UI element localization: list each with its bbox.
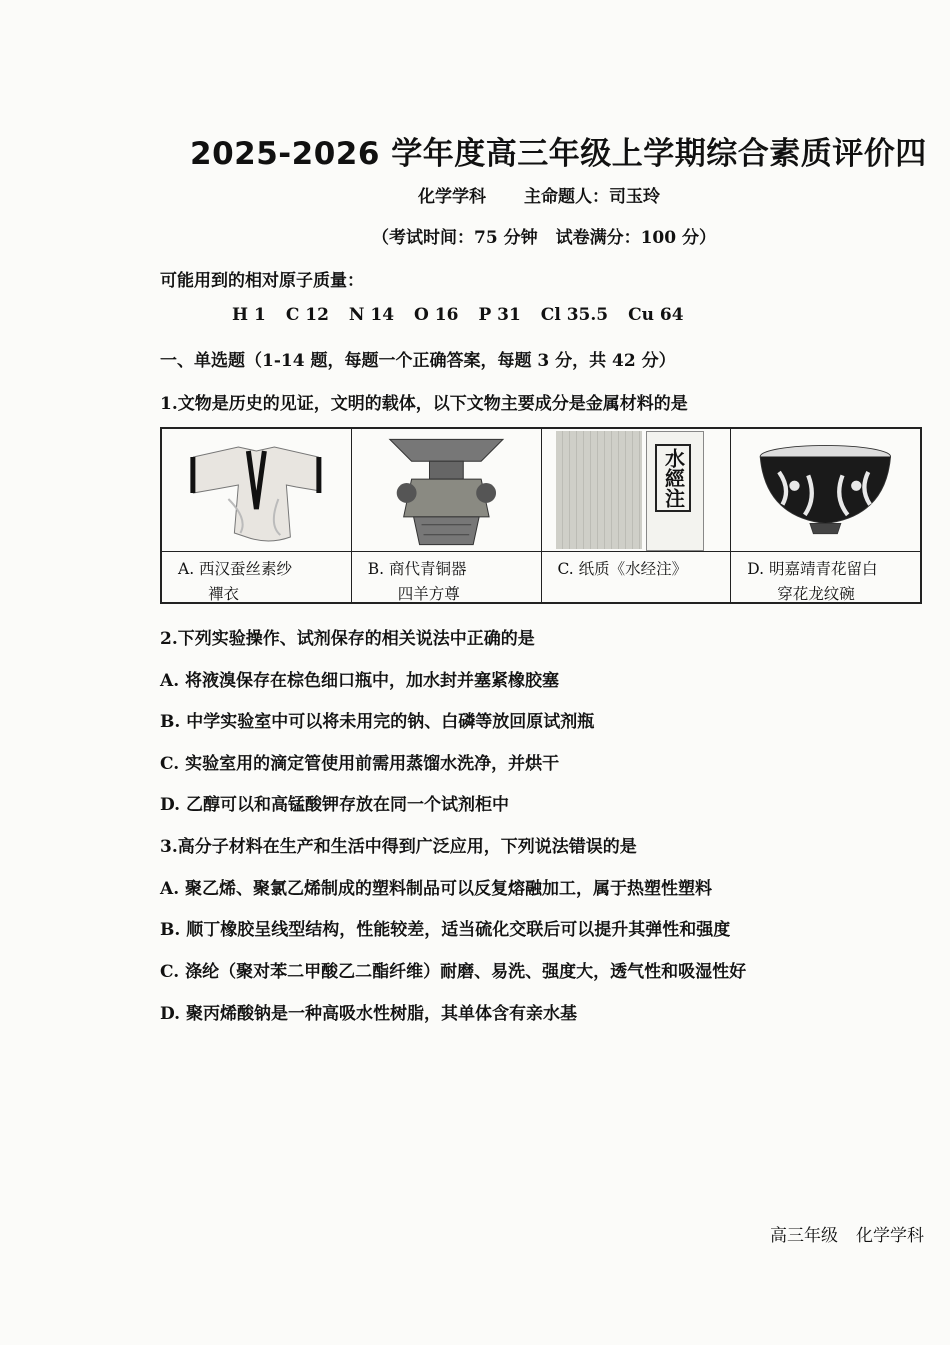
caption-line-1: B. 商代青铜器 bbox=[367, 560, 467, 578]
artifact-cell-b bbox=[352, 429, 542, 602]
artifact-table bbox=[160, 427, 922, 604]
page-footer bbox=[770, 1221, 924, 1246]
section-heading: 一、单选题（1-14 题，每题一个正确答案，每题 3 分，共 42 分） bbox=[160, 351, 676, 371]
caption-line-2: 穿花龙纹碗 bbox=[777, 585, 855, 603]
artifact-cell-d bbox=[731, 429, 920, 602]
caption-line-2: 四羊方尊 bbox=[397, 585, 460, 603]
silk-robe-image bbox=[162, 429, 351, 552]
artifact-cell-a bbox=[162, 429, 352, 602]
book-cover bbox=[646, 431, 704, 551]
caption-line-2: 襌衣 bbox=[208, 585, 240, 603]
question-2-option-d: D. 乙醇可以和高锰酸钾存放在同一个试剂柜中 bbox=[160, 795, 509, 815]
full-score: 试卷满分：100 分） bbox=[555, 228, 716, 248]
question-1-stem: 1.文物是历史的见证，文明的载体，以下文物主要成分是金属材料的是 bbox=[160, 394, 688, 414]
question-2-option-c: C. 实验室用的滴定管使用前需用蒸馏水洗净，并烘干 bbox=[160, 754, 560, 774]
exam-info bbox=[372, 223, 716, 248]
question-2-option-a: A. 将液溴保存在棕色细口瓶中，加水封并塞紧橡胶塞 bbox=[160, 671, 560, 691]
exam-time: （考试时间：75 分钟 bbox=[372, 228, 538, 248]
artifact-caption bbox=[178, 557, 292, 607]
question-3-option-d: D. 聚丙烯酸钠是一种高吸水性树脂，其单体含有亲水基 bbox=[160, 1004, 577, 1024]
question-2-option-b: B. 中学实验室中可以将未用完的钠、白磷等放回原试剂瓶 bbox=[160, 712, 595, 732]
atomic-mass-item: C 12 bbox=[285, 305, 329, 325]
question-3-option-a: A. 聚乙烯、聚氯乙烯制成的塑料制品可以反复熔融加工，属于热塑性塑料 bbox=[160, 879, 713, 899]
footer-subject: 化学学科 bbox=[856, 1226, 924, 1246]
caption-line-1: D. 明嘉靖青花留白 bbox=[747, 560, 878, 578]
atomic-mass-item: P 31 bbox=[478, 305, 521, 325]
artifact-caption bbox=[558, 557, 688, 582]
artifact-cell-c bbox=[542, 429, 732, 602]
bronze-vessel-image bbox=[352, 429, 541, 552]
question-3-option-b: B. 顺丁橡胶呈线型结构，性能较差，适当硫化交联后可以提升其弹性和强度 bbox=[160, 920, 731, 940]
atomic-mass-list bbox=[232, 305, 704, 325]
book-title: 水經注 bbox=[655, 444, 691, 512]
caption-line-1: A. 西汉蚕丝素纱 bbox=[178, 560, 293, 578]
subject-line bbox=[418, 182, 660, 207]
page-title: 2025-2026 学年度高三年级上学期综合素质评价四 bbox=[190, 136, 927, 172]
atomic-mass-item: Cu 64 bbox=[628, 305, 684, 325]
question-3-option-c: C. 涤纶（聚对苯二甲酸乙二酯纤维）耐磨、易洗、强度大，透气性和吸湿性好 bbox=[160, 962, 747, 982]
question-2-stem: 2.下列实验操作、试剂保存的相关说法中正确的是 bbox=[160, 629, 535, 649]
caption-line-1: C. 纸质《水经注》 bbox=[557, 560, 688, 578]
book-text-pages bbox=[556, 431, 642, 549]
author-name: 主命题人：司玉玲 bbox=[524, 187, 660, 207]
atomic-mass-label: 可能用到的相对原子质量： bbox=[160, 271, 364, 291]
porcelain-bowl-image bbox=[731, 429, 920, 552]
atomic-mass-item: O 16 bbox=[414, 305, 459, 325]
footer-grade: 高三年级 bbox=[770, 1226, 838, 1246]
artifact-caption bbox=[747, 557, 877, 607]
book-image bbox=[542, 429, 731, 552]
subject-name: 化学学科 bbox=[418, 187, 486, 207]
atomic-mass-item: H 1 bbox=[232, 305, 266, 325]
atomic-mass-item: Cl 35.5 bbox=[540, 305, 609, 325]
question-3-stem: 3.高分子材料在生产和生活中得到广泛应用，下列说法错误的是 bbox=[160, 837, 637, 857]
artifact-caption bbox=[368, 557, 467, 607]
atomic-mass-item: N 14 bbox=[348, 305, 395, 325]
